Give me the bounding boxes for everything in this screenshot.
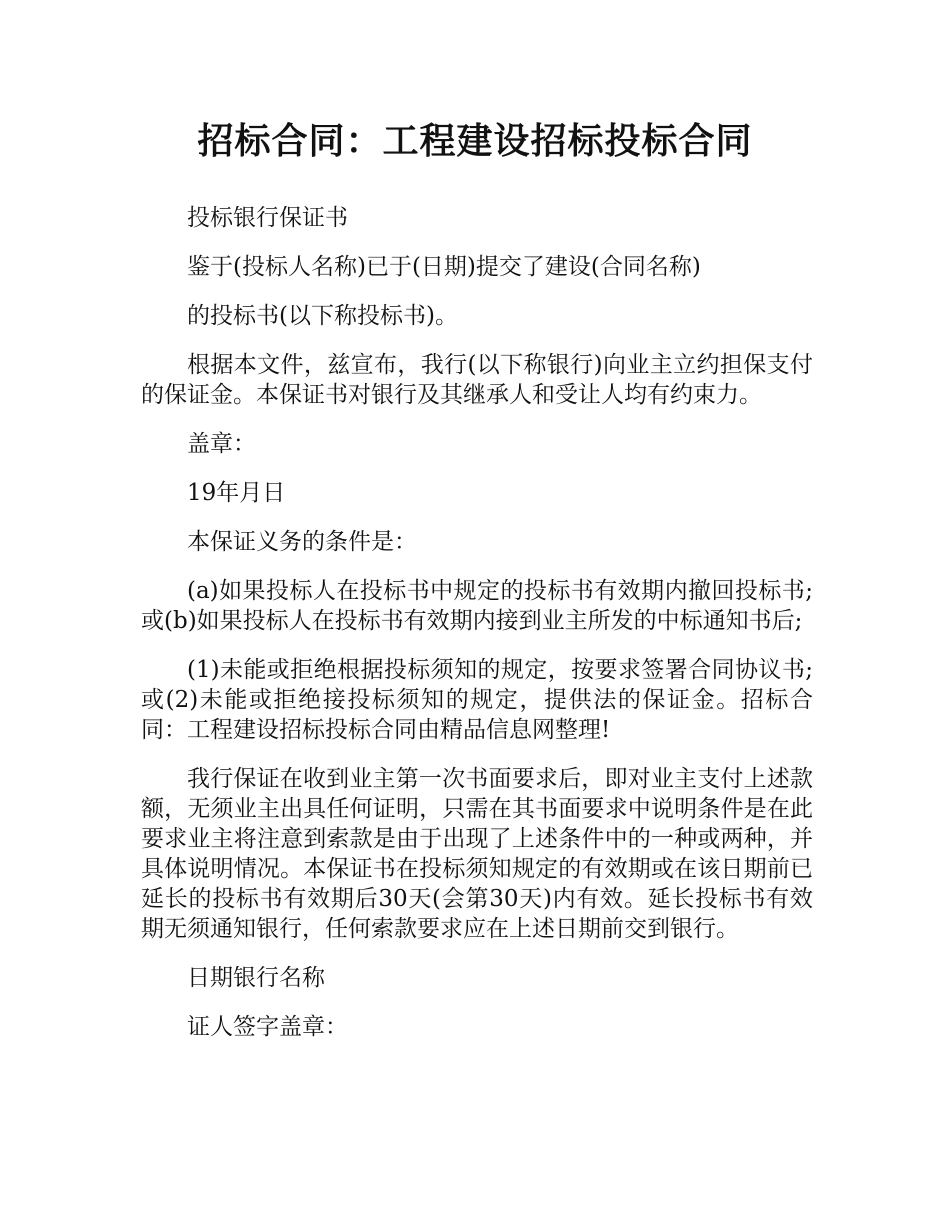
paragraph-bank-undertaking: 我行保证在收到业主第一次书面要求后，即对业主支付上述款额，无须业主出具任何证明，只需在其书面要求中说明条件是在此要求业主将注意到索款是由于出现了上述条件中的一种或两种，并具体说明情况。本保证书在投标须知规定的有效期或在该日期前已延长的投标书有效期后30天(会第30天)内有效。延长投标书有效期无须通知银行，任何索款要求应在上述日期前交到银行。 bbox=[141, 766, 813, 942]
paragraph-condition-a-b: (a)如果投标人在投标书中规定的投标书有效期内撤回投标书;或(b)如果投标人在投标书有效期内接到业主所发的中标通知书后; bbox=[141, 578, 813, 634]
paragraph-declaration: 根据本文件，兹宣布，我行(以下称银行)向业主立约担保支付的保证金。本保证书对银行及其继承人和受让人均有约束力。 bbox=[141, 352, 813, 408]
document-title: 招标合同：工程建设招标投标合同 bbox=[197, 121, 753, 162]
paragraph-conditions-intro: 本保证义务的条件是： bbox=[187, 529, 417, 555]
paragraph-bid-reference: 的投标书(以下称投标书)。 bbox=[187, 303, 458, 329]
document-body bbox=[141, 203, 813, 1061]
paragraph-guarantee-heading: 投标银行保证书 bbox=[187, 205, 348, 231]
paragraph-seal: 盖章： bbox=[187, 431, 256, 457]
paragraph-whereas: 鉴于(投标人名称)已于(日期)提交了建设(合同名称) bbox=[187, 254, 701, 280]
paragraph-date: 19年月日 bbox=[187, 480, 286, 506]
paragraph-witness-signature: 证人签字盖章： bbox=[187, 1014, 348, 1040]
paragraph-condition-1-2: (1)未能或拒绝根据投标须知的规定，按要求签署合同协议书;或(2)未能或拒绝接投标须知的规定，提供法的保证金。招标合同：工程建设招标投标合同由精品信息网整理! bbox=[141, 657, 813, 743]
paragraph-date-bank-name: 日期银行名称 bbox=[187, 965, 325, 991]
